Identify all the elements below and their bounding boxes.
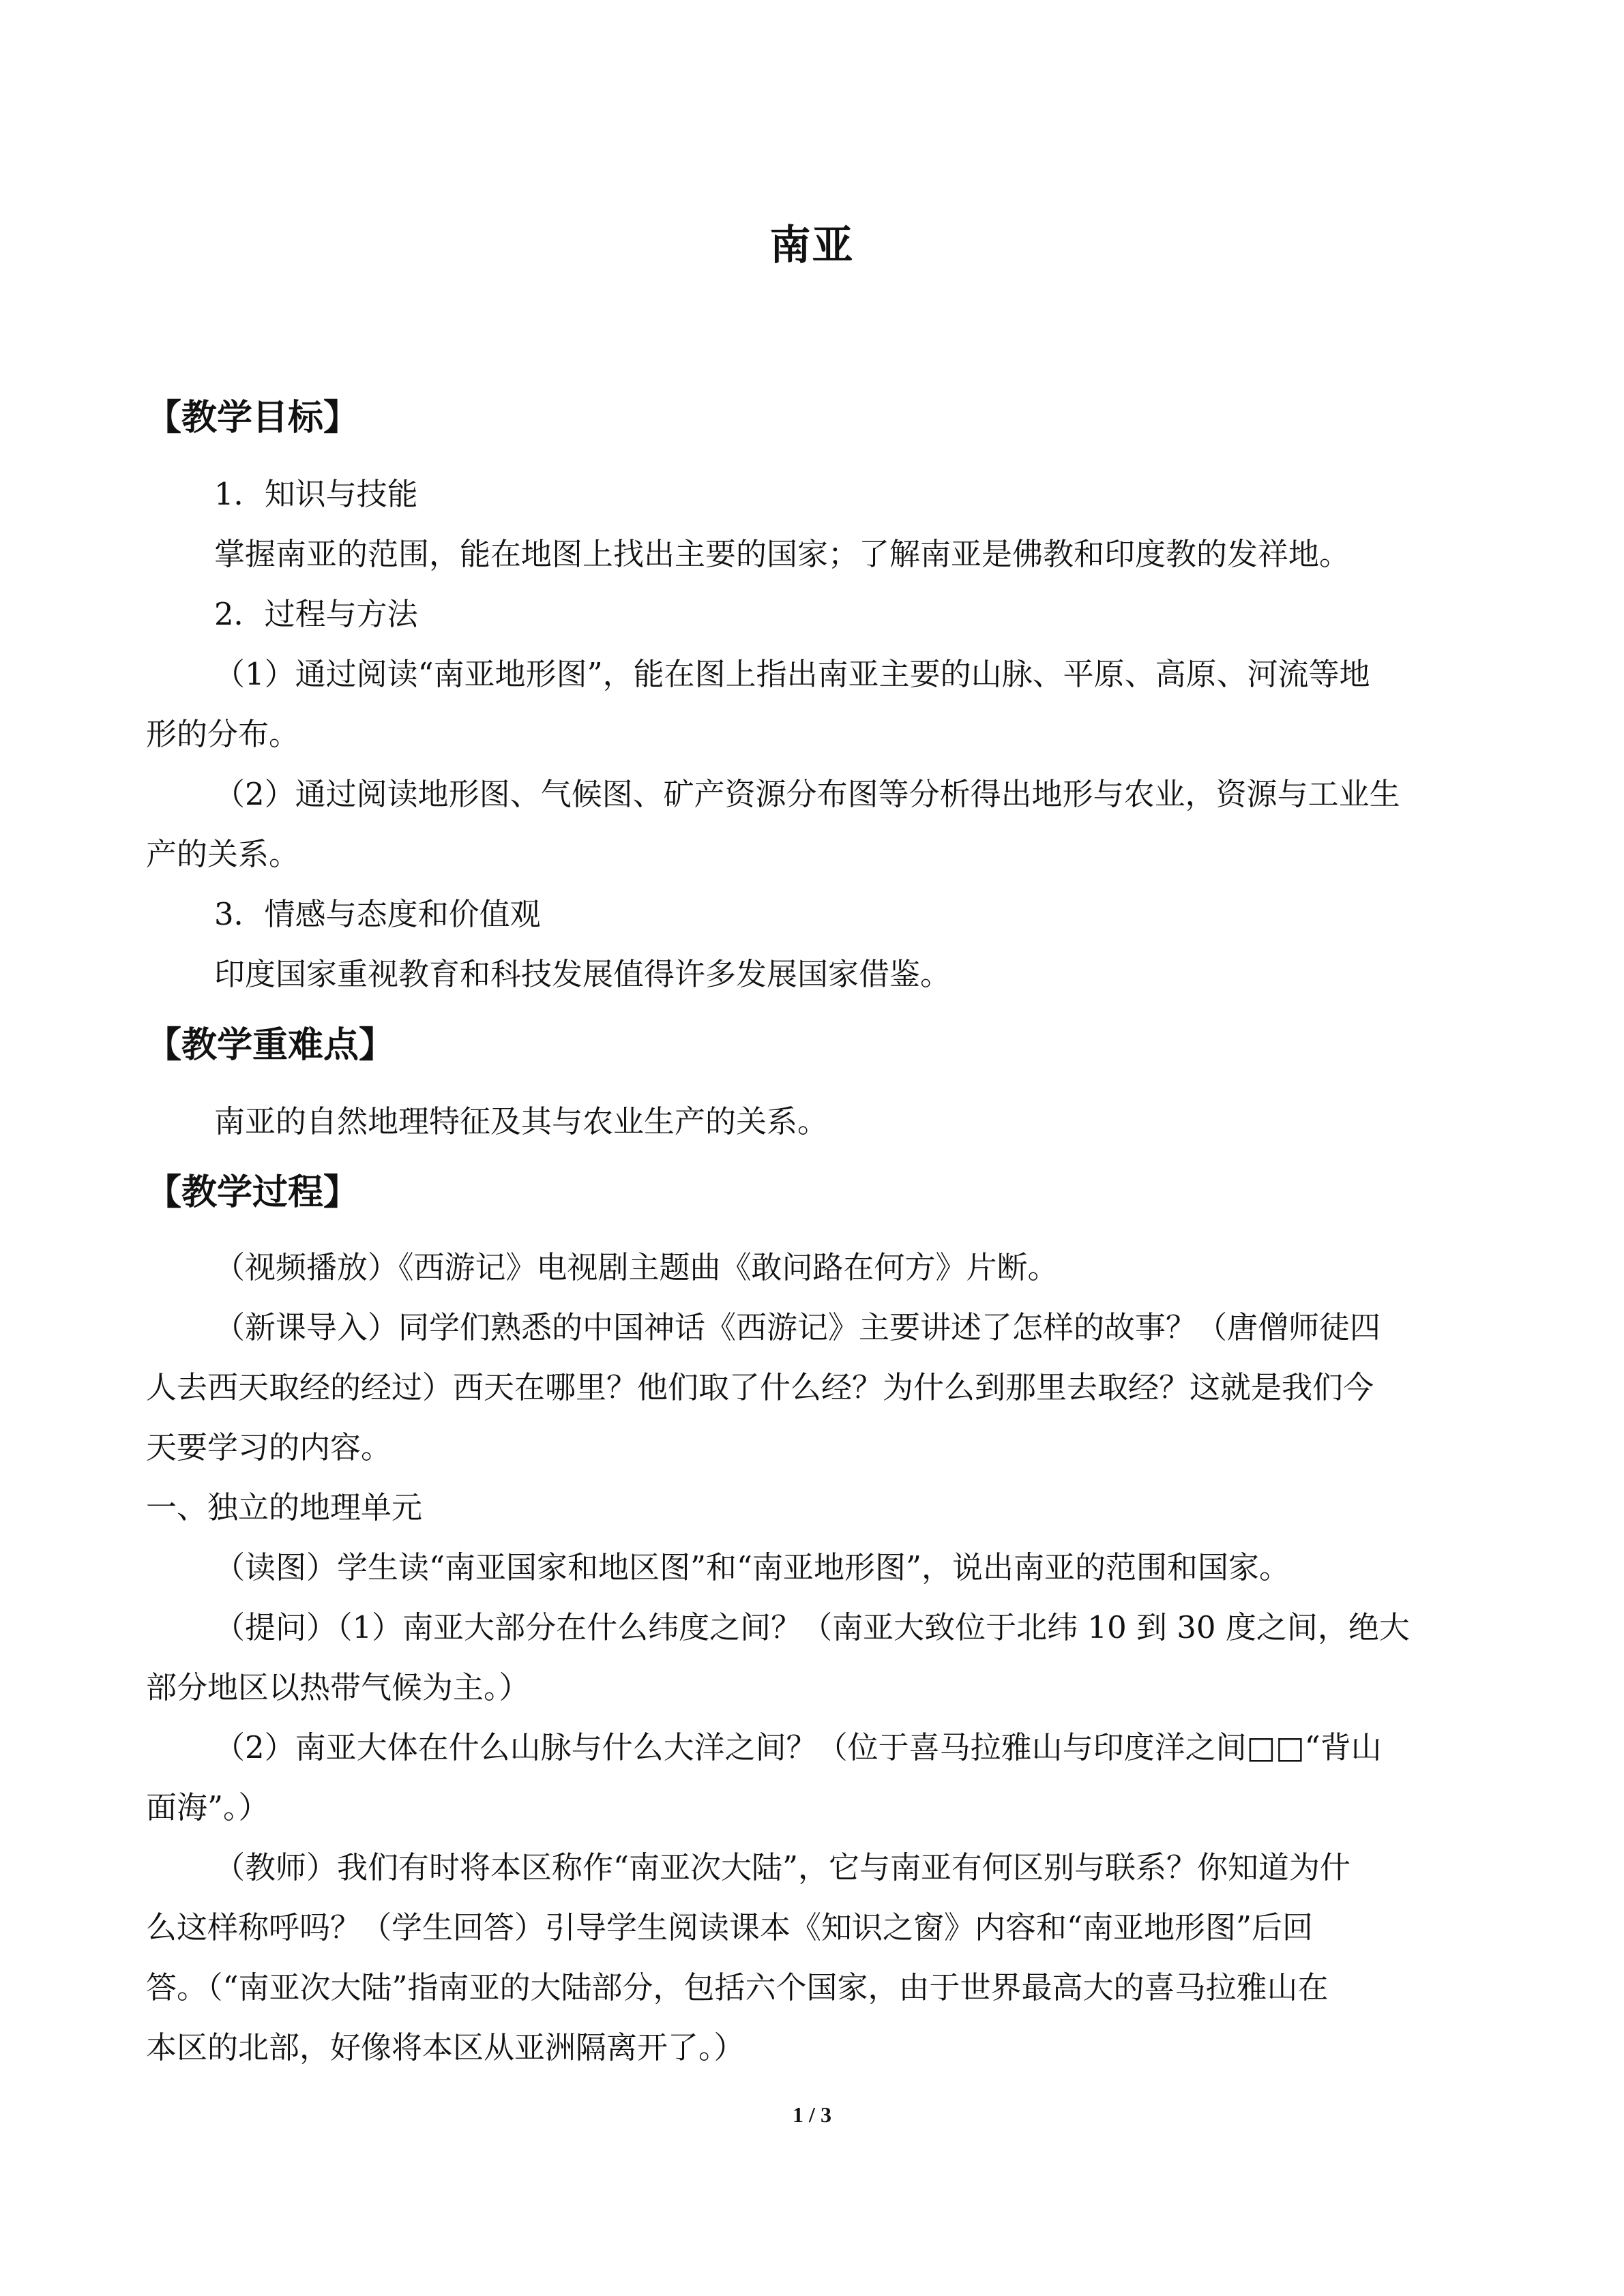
goal-2-para-1-line-2: 形的分布。: [146, 716, 300, 752]
key-points-text: 南亚的自然地理特征及其与农业生产的关系。: [214, 1103, 829, 1139]
process-para-6-line-1: （教师）我们有时将本区称作“南亚次大陆”，它与南亚有何区别与联系？你知道为什: [214, 1849, 1351, 1885]
key-points-heading: 【教学重难点】: [146, 1025, 395, 1066]
process-para-1: （视频播放）《西游记》电视剧主题曲《敢问路在何方》片断。: [214, 1249, 1059, 1285]
process-para-6-line-3: 答。（“南亚次大陆”指南亚的大陆部分，包括六个国家，由于世界最高大的喜马拉雅山在: [146, 1969, 1329, 2006]
page-number: 1 / 3: [793, 2102, 831, 2127]
goals-heading: 【教学目标】: [146, 398, 359, 438]
process-para-2-line-1: （新课导入）同学们熟悉的中国神话《西游记》主要讲述了怎样的故事？（唐僧师徒四: [214, 1309, 1381, 1345]
process-para-5-line-1: （2）南亚大体在什么山脉与什么大洋之间？（位于喜马拉雅山与印度洋之间□□“背山: [214, 1729, 1382, 1765]
process-para-3: （读图）学生读“南亚国家和地区图”和“南亚地形图”，说出南亚的范围和国家。: [214, 1549, 1290, 1585]
process-heading: 【教学过程】: [146, 1172, 359, 1213]
process-para-6-line-4: 本区的北部，好像将本区从亚洲隔离开了。）: [146, 2029, 745, 2066]
goal-2-para-1-line-1: （1）通过阅读“南亚地形图”，能在图上指出南亚主要的山脉、平原、高原、河流等地: [214, 656, 1370, 692]
process-para-4-line-2: 部分地区以热带气候为主。）: [146, 1669, 530, 1705]
subsection-1-title: 一、独立的地理单元: [146, 1489, 423, 1525]
goal-3-title: 3．情感与态度和价值观: [214, 896, 541, 932]
process-para-5-line-2: 面海”。）: [146, 1789, 269, 1825]
goal-1-title: 1．知识与技能: [214, 476, 418, 512]
process-para-2-line-2: 人去西天取经的经过）西天在哪里？他们取了什么经？为什么到那里去取经？这就是我们今: [146, 1369, 1374, 1405]
process-para-2-line-3: 天要学习的内容。: [146, 1429, 392, 1465]
goal-2-para-2-line-2: 产的关系。: [146, 836, 300, 872]
page-title: 南亚: [769, 222, 855, 269]
process-para-4-line-1: （提问）（1）南亚大部分在什么纬度之间？（南亚大致位于北纬 10 到 30 度之间，绝大: [214, 1609, 1410, 1645]
process-para-6-line-2: 么这样称呼吗？（学生回答）引导学生阅读课本《知识之窗》内容和“南亚地形图”后回: [146, 1909, 1314, 1945]
goal-1-text: 掌握南亚的范围，能在地图上找出主要的国家；了解南亚是佛教和印度教的发祥地。: [214, 536, 1350, 572]
goal-2-title: 2．过程与方法: [214, 596, 418, 632]
goal-2-para-2-line-1: （2）通过阅读地形图、气候图、矿产资源分布图等分析得出地形与农业，资源与工业生: [214, 776, 1400, 812]
goal-3-text: 印度国家重视教育和科技发展值得许多发展国家借鉴。: [214, 956, 951, 992]
